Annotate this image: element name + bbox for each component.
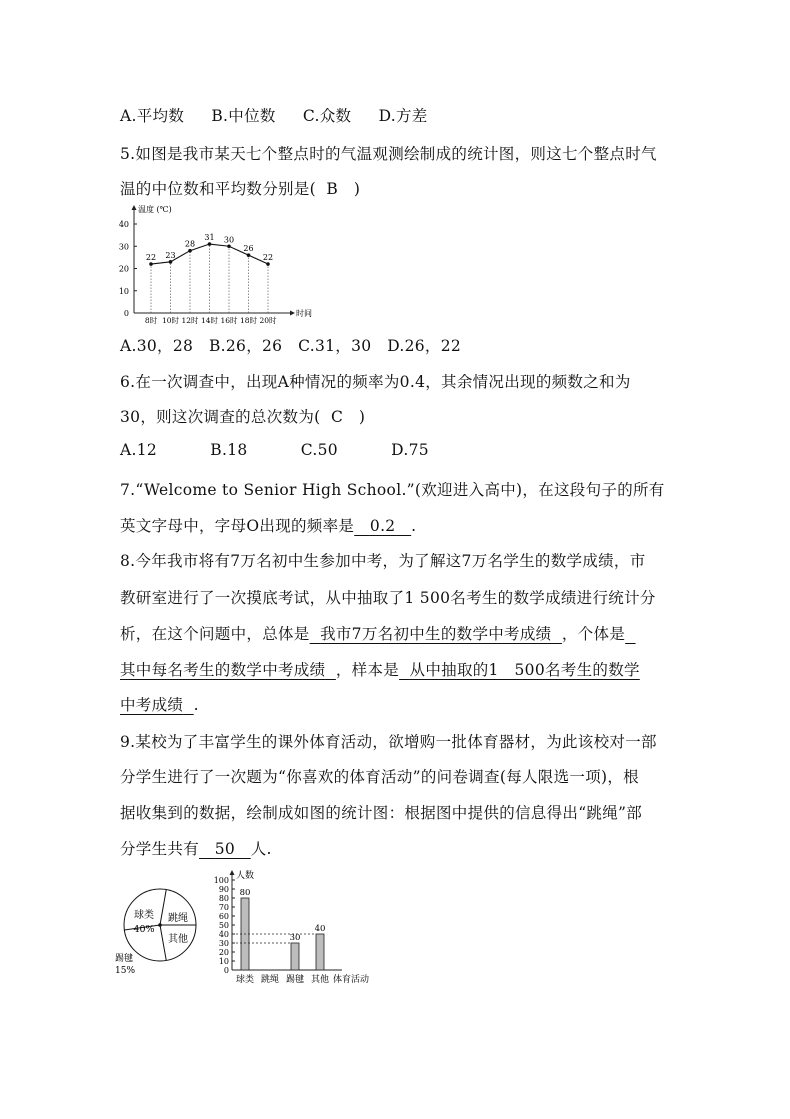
q9-line3: 据收集到的数据，绘制成如图的统计图：根据图中提供的信息得出“跳绳”部 — [120, 804, 643, 822]
q8-answer-sample: 从中抽取的1 500名考生的数学 — [409, 661, 640, 679]
data-point — [169, 260, 173, 264]
y-tick-label: 0 — [123, 309, 129, 318]
bar-value-label: 30 — [289, 933, 301, 943]
q6-option-a: A.12 — [120, 441, 158, 459]
q9-line4: 分学生共有 50 人. — [120, 840, 272, 858]
q8-line1: 8.今年我市将有7万名初中生参加中考，为了解这7万名学生的数学成绩，市 — [120, 552, 646, 570]
pie-slice-label: 其他 — [168, 934, 188, 945]
q8-line4: 其中每名考生的数学中考成绩 ，样本是 从中抽取的1 500名考生的数学 — [120, 661, 640, 679]
data-label: 30 — [223, 235, 235, 245]
data-label: 22 — [262, 253, 274, 263]
x-tick-label: 18时 — [239, 316, 258, 325]
q5-line2: 温的中位数和平均数分别是( B ) — [120, 180, 361, 198]
q7-line1: 7.“Welcome to Senior High School.”(欢迎进入高中)，在这段句子的所有 — [120, 481, 665, 499]
q5-line1: 5.如图是我市某天七个整点时的气温观测绘制成的统计图，则这七个整点时气 — [120, 145, 657, 163]
data-point — [188, 249, 192, 253]
temperature-line-chart — [112, 200, 312, 330]
q6-option-b: B.18 — [210, 441, 248, 459]
pie-slice-divider — [160, 925, 166, 960]
bar-value-label: 80 — [239, 888, 251, 898]
y-tick-label: 90 — [218, 885, 229, 894]
bar-value-label: 40 — [314, 924, 326, 934]
y-tick-label: 80 — [218, 894, 229, 903]
q8-answer-population: 我市7万名初中生的数学中考成绩 — [320, 625, 552, 643]
y-tick-label: 100 — [213, 876, 229, 885]
pie-slice-value: 40% — [133, 924, 155, 935]
y-tick-label: 10 — [118, 286, 129, 296]
activity-pie-chart — [112, 885, 212, 980]
q5-answer: B — [326, 180, 339, 198]
data-label: 28 — [184, 239, 196, 249]
q9-answer: 50 — [214, 840, 236, 858]
q6-answer: C — [330, 408, 344, 426]
data-label: 26 — [243, 244, 254, 254]
y-tick-label: 20 — [218, 948, 229, 957]
y-tick-label: 40 — [218, 930, 229, 939]
q4-option-a: A.平均数 — [120, 107, 185, 125]
activity-bar-chart — [210, 868, 395, 986]
y-tick-label: 40 — [118, 220, 129, 229]
data-point — [208, 242, 212, 246]
x-tick-label: 跳绳 — [260, 975, 280, 985]
y-tick-label: 70 — [218, 903, 229, 912]
y-axis-arrow — [230, 870, 235, 875]
x-tick-label: 10时 — [161, 316, 180, 325]
q6-option-c: C.50 — [300, 441, 338, 459]
q9-line2: 分学生进行了一次题为“你喜欢的体育活动”的问卷调查(每人限选一项)，根 — [120, 768, 639, 786]
data-label: 22 — [145, 253, 157, 263]
data-point — [266, 262, 270, 266]
q7-line2: 英文字母中，字母O出现的频率是 0.2 . — [120, 517, 417, 535]
x-axis-label: 体育活动 — [333, 975, 370, 985]
y-tick-label: 20 — [118, 264, 129, 274]
x-tick-label: 20时 — [259, 316, 277, 325]
q4-option-d: D.方差 — [378, 107, 428, 125]
x-tick-label: 踢毽 — [285, 975, 305, 985]
pie-slice-label: 跳绳 — [168, 913, 188, 924]
x-tick-label: 14时 — [200, 316, 219, 325]
bar — [291, 943, 299, 970]
q4-option-c: C.众数 — [302, 107, 352, 125]
x-tick-label: 16时 — [220, 316, 238, 325]
bar — [316, 934, 324, 970]
x-axis-arrow — [290, 311, 295, 316]
data-point — [149, 262, 153, 266]
data-label: 31 — [204, 233, 215, 243]
pie-slice-label: 球类 — [134, 910, 154, 921]
y-tick-label: 50 — [218, 921, 229, 930]
q4-option-b: B.中位数 — [211, 107, 276, 125]
y-tick-label: 30 — [218, 939, 229, 948]
x-tick-label: 12时 — [181, 316, 199, 325]
y-tick-label: 60 — [218, 912, 229, 921]
y-tick-label: 0 — [223, 966, 229, 975]
q6-options — [120, 441, 451, 459]
q6-line1: 6.在一次调查中，出现A种情况的频率为0.4，其余情况出现的频数之和为 — [120, 373, 631, 391]
x-tick-label: 其他 — [310, 975, 330, 985]
q7-answer: 0.2 — [369, 517, 396, 535]
q8-line3: 析，在这个问题中，总体是 我市7万名初中生的数学中考成绩 ，个体是 — [120, 625, 626, 643]
q8-line5: 中考成绩 . — [120, 696, 199, 714]
q8-answer-individual: 其中每名考生的数学中考成绩 — [120, 661, 326, 679]
q5-options: A.30，28 B.26，26 C.31，30 D.26，22 — [120, 337, 462, 355]
q6-line2: 30，则这次调查的总次数为( C ) — [120, 408, 366, 426]
y-axis-label: 温度 (℃) — [138, 205, 172, 214]
y-tick-label: 30 — [118, 242, 129, 252]
y-axis-arrow — [132, 205, 137, 210]
q4-options — [120, 104, 450, 126]
pie-slice-divider — [160, 890, 166, 925]
pie-slice-label: 踢毽 — [115, 954, 134, 964]
y-axis-label: 人数 — [236, 871, 255, 881]
x-tick-label: 8时 — [144, 316, 158, 325]
pie-slice-value: 15% — [115, 966, 136, 976]
q8-line2: 教研室进行了一次摸底考试，从中抽取了1 500名考生的数学成绩进行统计分 — [120, 589, 656, 607]
q9-line1: 9.某校为了丰富学生的课外体育活动，欲增购一批体育器材，为此该校对一部 — [120, 733, 657, 751]
q8-answer-sample-cont: 中考成绩 — [120, 696, 184, 714]
y-tick-label: 10 — [218, 957, 229, 966]
q6-option-d: D.75 — [391, 441, 429, 459]
x-axis-label: 时间 — [296, 309, 312, 318]
x-tick-label: 球类 — [235, 975, 255, 985]
data-label: 23 — [165, 250, 176, 260]
data-point — [227, 244, 231, 248]
pie-center — [158, 923, 162, 927]
data-point — [247, 253, 251, 257]
